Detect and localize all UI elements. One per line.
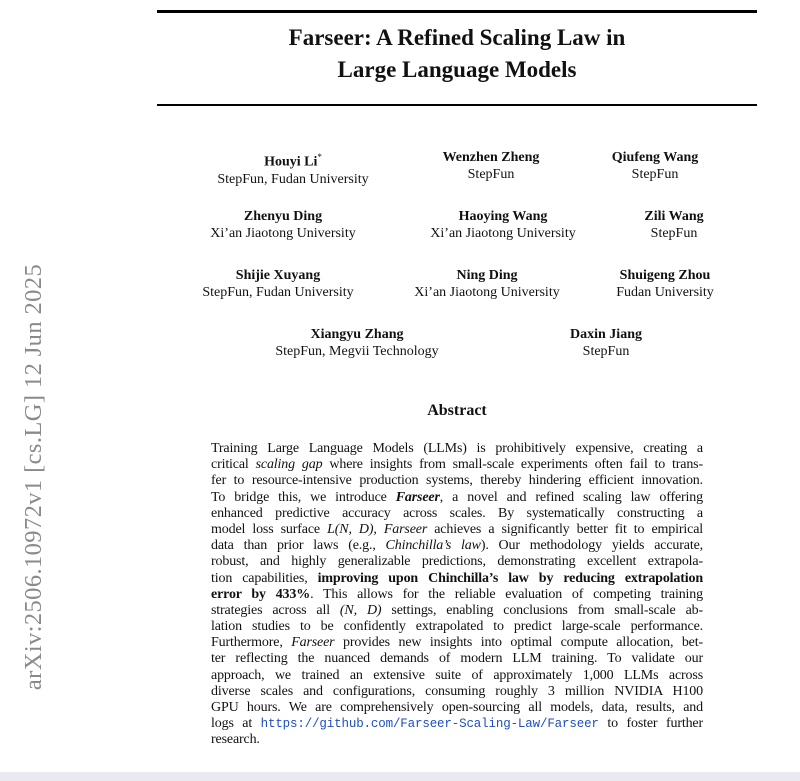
author-affiliation: StepFun, Fudan University <box>202 285 354 300</box>
abstract-line <box>211 538 703 554</box>
author-name: Xiangyu Zhang <box>310 327 404 342</box>
abstract-heading: Abstract <box>427 402 487 419</box>
abstract-text: ter reflecting the nuanced demands of modern LLM training. To validate our <box>211 651 703 667</box>
abstract-text: scaling gap <box>255 457 323 473</box>
abstract-text: Farseer <box>395 489 440 505</box>
abstract-text: logs at <box>211 716 261 732</box>
author-name: Houyi Li <box>264 154 318 170</box>
abstract-line <box>211 473 703 489</box>
title-rule-top <box>157 10 757 13</box>
abstract-line <box>211 684 703 700</box>
abstract-line <box>211 490 703 506</box>
abstract-text: data than prior laws (e.g., <box>211 538 386 554</box>
viewer-bottom-bar <box>0 772 800 781</box>
abstract-text: critical <box>211 457 256 473</box>
author-block <box>217 149 368 188</box>
abstract-line <box>211 441 703 457</box>
title-line-2: Large Language Models <box>337 57 577 82</box>
author-name: Haoying Wang <box>458 209 548 224</box>
author-block <box>430 208 575 242</box>
author-block <box>616 267 714 301</box>
author-block <box>644 208 703 242</box>
arxiv-stamp: arXiv:2506.10972v1 [cs.LG] 12 Jun 2025 <box>20 263 47 691</box>
paper-title <box>157 22 757 86</box>
abstract-text: research. <box>211 732 260 748</box>
author-affiliation: StepFun, Fudan University <box>217 171 369 187</box>
repo-link[interactable]: https://github.com/Farseer-Scaling-Law/Farseer <box>260 717 599 732</box>
abstract-line <box>211 700 703 716</box>
abstract-line <box>211 571 703 587</box>
author-block <box>275 326 438 360</box>
author-name: Shuigeng Zhou <box>619 268 711 283</box>
author-marker: * <box>317 152 322 162</box>
abstract-text: to foster further <box>598 716 704 732</box>
abstract-text: tion capabilities, <box>211 570 318 586</box>
abstract-text: improving upon Chinchilla’s law by reducing extrapolation <box>317 570 703 586</box>
abstract-text: settings, enabling conclusions from small-scale ab- <box>381 602 703 618</box>
author-block <box>443 149 540 183</box>
author-block <box>570 326 642 360</box>
abstract-line <box>211 603 703 619</box>
abstract-text: Furthermore, <box>211 635 292 651</box>
author-affiliation: StepFun <box>582 344 630 359</box>
abstract-text: enhanced predictive accuracy across scales. By systematically constructing a <box>211 505 703 521</box>
abstract-text: , a novel and refined scaling law offering <box>439 489 703 505</box>
author-name: Zhenyu Ding <box>243 209 323 224</box>
author-block <box>202 267 353 301</box>
author-block <box>210 208 355 242</box>
abstract-text: lation studies to be confidently extrapolated to predict large-scale performance. <box>211 619 703 635</box>
abstract-text: Chinchilla’s law <box>385 538 481 554</box>
abstract-line <box>211 619 703 635</box>
abstract-text: (N, D) <box>339 602 382 618</box>
abstract-text: To bridge this, we introduce <box>211 489 396 505</box>
title-line-1: Farseer: A Refined Scaling Law in <box>288 25 626 50</box>
abstract-text: , <box>373 521 384 537</box>
abstract-text: approach, we trained an extensive suite of approximately 1,000 LLMs across <box>211 667 703 683</box>
title-rule-bottom <box>157 104 757 106</box>
author-name: Qiufeng Wang <box>611 150 699 165</box>
abstract-text: model loss surface <box>211 521 328 537</box>
abstract-text: strategies across all <box>211 602 340 618</box>
author-affiliation: Xi’an Jiaotong University <box>414 285 560 300</box>
author-affiliation: StepFun, Megvii Technology <box>275 344 439 359</box>
abstract-text: GPU hours. We are comprehensively open-sourcing all models, data, results, and <box>211 700 703 715</box>
abstract-line <box>211 554 703 570</box>
author-name: Zili Wang <box>644 209 704 224</box>
abstract-line <box>211 732 703 748</box>
abstract-text: Farseer <box>383 521 428 537</box>
abstract-text: ). Our methodology yields accurate, <box>480 538 703 554</box>
author-affiliation: Fudan University <box>616 285 714 300</box>
author-name: Shijie Xuyang <box>235 268 321 283</box>
abstract-line <box>211 587 703 603</box>
abstract-line <box>211 668 703 684</box>
abstract-line <box>211 506 703 522</box>
abstract-line <box>211 457 703 473</box>
author-block <box>414 267 559 301</box>
abstract-text: error by 433% <box>211 586 311 602</box>
abstract-line <box>211 716 703 732</box>
abstract-text: . This allows for the reliable evaluation of competing training <box>310 586 703 602</box>
abstract-text: diverse scales and configurations, consuming roughly 3 million NVIDIA H100 <box>211 683 703 699</box>
author-block <box>612 149 699 183</box>
abstract-body <box>211 441 703 749</box>
author-affiliation: Xi’an Jiaotong University <box>430 226 576 241</box>
author-affiliation: StepFun <box>467 167 515 182</box>
author-affiliation: Xi’an Jiaotong University <box>210 226 356 241</box>
author-name: Wenzhen Zheng <box>442 150 540 165</box>
abstract-text: L(N, D) <box>327 521 374 537</box>
author-affiliation: StepFun <box>631 167 679 182</box>
abstract-text: robust, and highly generalizable predictions, demonstrating excellent extrapola- <box>211 554 703 570</box>
abstract-text: Training Large Language Models (LLMs) is prohibitively expensive, creating a <box>211 441 703 456</box>
abstract-text: achieves a significantly better fit to empirical <box>427 521 704 537</box>
abstract-text: where insights from small-scale experiments often fail to trans- <box>322 457 703 473</box>
abstract-line <box>211 635 703 651</box>
abstract-text: Farseer <box>291 635 335 651</box>
author-name: Ning Ding <box>456 268 518 283</box>
abstract-line <box>211 651 703 667</box>
author-name: Daxin Jiang <box>570 327 642 342</box>
author-affiliation: StepFun <box>650 226 698 241</box>
abstract-text: provides new insights into optimal compute allocation, bet- <box>334 635 703 651</box>
abstract-text: fer to resource-intensive production systems, thereby hindering efficient innovation. <box>211 473 703 489</box>
abstract-line <box>211 522 703 538</box>
